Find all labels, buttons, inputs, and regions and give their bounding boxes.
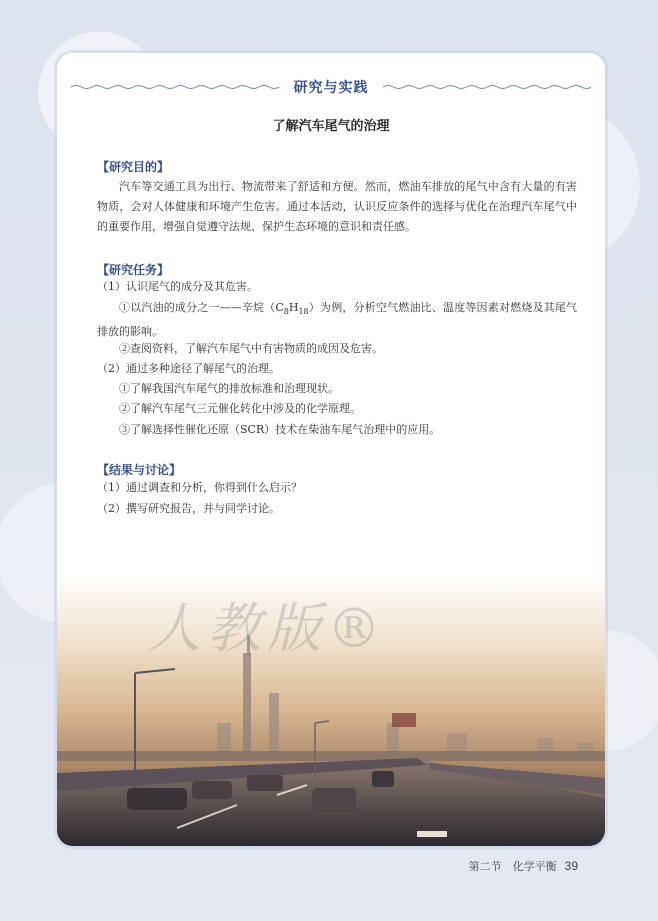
- purpose-heading: 【研究目的】: [97, 160, 170, 174]
- banner-title: 研究与实践: [293, 80, 369, 96]
- wave-divider-right: [383, 84, 592, 90]
- page-number: 39: [564, 859, 578, 873]
- task-2: （2）通过多种途径了解尾气的治理。: [97, 362, 280, 375]
- page-title: 了解汽车尾气的治理: [272, 119, 390, 134]
- wave-divider-left: [71, 84, 280, 90]
- task-1a: ①以汽油的成分之一——辛烷$(C_8H_{18})$为例，分析空气燃油比、温度等因素对燃烧及其尾气排放的影响。: [97, 301, 578, 339]
- page-card: [57, 53, 605, 846]
- results-heading: 【结果与讨论】: [97, 463, 182, 477]
- publisher-watermark: 人教版®: [147, 597, 387, 660]
- purpose-text: 汽车等交通工具为出行、物流带来了舒适和方便。然而，燃油车排放的尾气中含有大量的有害物质，会对人体健康和环境产生危害。通过本活动，认识反应条件的选择与优化在治理汽车尾气中的重要作用，增强自觉遵守法规、保护生态环境的意识和责任感。: [97, 180, 577, 233]
- result-2: （2）撰写研究报告，并与同学讨论。: [97, 502, 280, 515]
- page-footer: [469, 858, 578, 874]
- task-1: （1）认识尾气的成分及其危害。: [97, 280, 258, 293]
- task-2b: ②了解汽车尾气三元催化转化中涉及的化学原理。: [119, 402, 361, 415]
- task-2c: ③了解选择性催化还原（SCR）技术在柴油车尾气治理中的应用。: [119, 423, 441, 436]
- footer-section: 第二节 化学平衡: [468, 860, 557, 873]
- task-2a: ①了解我国汽车尾气的排放标准和治理现状。: [119, 382, 339, 395]
- section-banner: [57, 75, 605, 99]
- tasks-heading: 【研究任务】: [97, 263, 170, 277]
- task-1b: ②查阅资料，了解汽车尾气中有害物质的成因及危害。: [119, 342, 383, 355]
- result-1: （1）通过调查和分析，你得到什么启示？: [97, 481, 302, 494]
